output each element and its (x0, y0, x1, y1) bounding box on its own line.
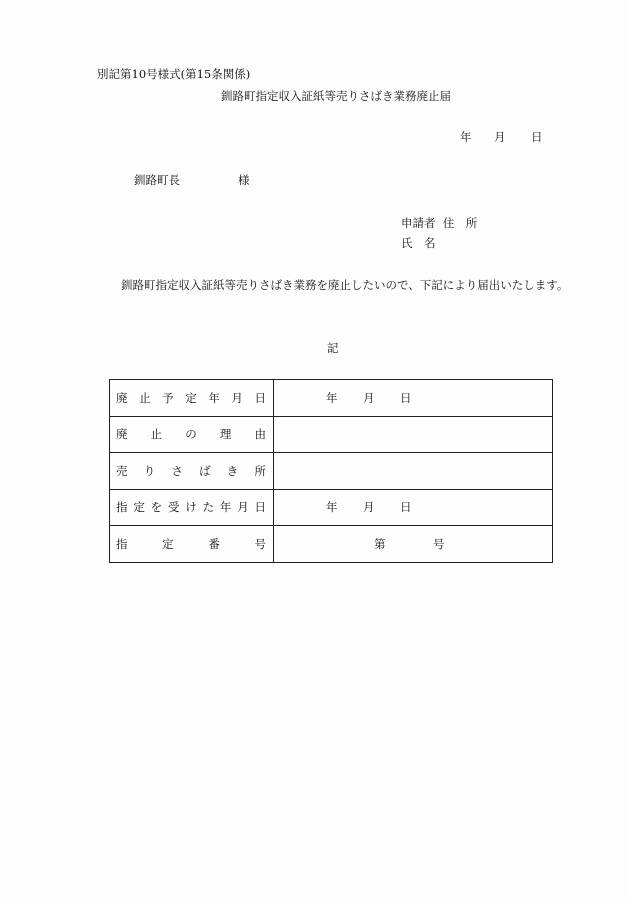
label-char: り (143, 463, 156, 478)
row-abolition-reason (110, 416, 553, 453)
label-char: 止 (150, 427, 163, 442)
value-month: 月 (363, 500, 375, 515)
label-char: 月 (237, 500, 249, 515)
label-char: 廃 (116, 427, 128, 442)
label-char: を (150, 500, 163, 515)
label-char: 月 (231, 390, 243, 405)
row-label (110, 489, 274, 526)
label-char: ば (199, 463, 211, 478)
addressee (134, 172, 250, 188)
label-char: 定 (185, 390, 197, 405)
row-label (110, 526, 274, 563)
label-char: 日 (254, 500, 266, 515)
form-reference: 別記第10号様式(第15条関係) (97, 67, 251, 81)
row-label (110, 380, 274, 417)
applicant-block (401, 213, 477, 253)
row-value[interactable] (274, 453, 553, 490)
label-char: け (185, 500, 197, 515)
label-char: 定 (162, 536, 174, 551)
label-char: 売 (116, 463, 128, 478)
applicant-address-label: 住 所 (442, 216, 478, 230)
row-designation-date (110, 489, 553, 526)
value-year: 年 (326, 500, 338, 515)
label-char: 年 (219, 500, 232, 515)
label-char: 指 (116, 536, 128, 551)
label-char: 廃 (116, 390, 128, 405)
row-value[interactable] (274, 380, 553, 417)
value-year: 年 (326, 390, 338, 405)
row-sales-location (110, 453, 553, 490)
date-year: 年 (460, 130, 472, 144)
label-char: 止 (139, 390, 151, 405)
label-char: 予 (162, 390, 174, 405)
label-char: の (185, 427, 197, 442)
value-number-suffix: 号 (433, 536, 445, 551)
body-text: 釧路町指定収入証紙等売りさばき業務を廃止したいので、下記により届出いたします。 (121, 278, 569, 292)
label-char: 号 (254, 536, 266, 551)
label-char: 理 (219, 427, 232, 442)
value-number-prefix: 第 (374, 536, 386, 551)
addressee-name: 釧路町長 (134, 173, 180, 187)
label-char: 指 (116, 500, 128, 515)
value-month: 月 (363, 390, 375, 405)
row-value[interactable] (274, 489, 553, 526)
date-day: 日 (531, 130, 543, 144)
label-char: 日 (254, 390, 266, 405)
value-day: 日 (400, 500, 412, 515)
row-designation-number (110, 526, 553, 563)
label-char: 由 (254, 427, 266, 442)
addressee-honorific: 様 (238, 173, 250, 187)
document-title: 釧路町指定収入証紙等売りさばき業務廃止届 (221, 89, 451, 103)
label-char: 所 (254, 463, 266, 478)
value-day: 日 (400, 390, 412, 405)
applicant-name-label: 氏 名 (401, 236, 436, 250)
label-char: き (226, 463, 239, 478)
detail-table (109, 379, 553, 563)
row-value[interactable] (274, 526, 553, 563)
ki-heading: 記 (327, 341, 339, 355)
row-label (110, 416, 274, 453)
applicant-role: 申請者 (401, 216, 436, 230)
label-char: た (202, 500, 215, 515)
row-label (110, 453, 274, 490)
submission-date (460, 129, 543, 145)
label-char: 年 (208, 390, 220, 405)
row-planned-abolition-date (110, 380, 553, 417)
label-char: 受 (167, 500, 180, 515)
row-value[interactable] (274, 416, 553, 453)
date-month: 月 (494, 130, 506, 144)
label-char: さ (171, 463, 183, 478)
label-char: 番 (208, 536, 220, 551)
label-char: 定 (133, 500, 145, 515)
